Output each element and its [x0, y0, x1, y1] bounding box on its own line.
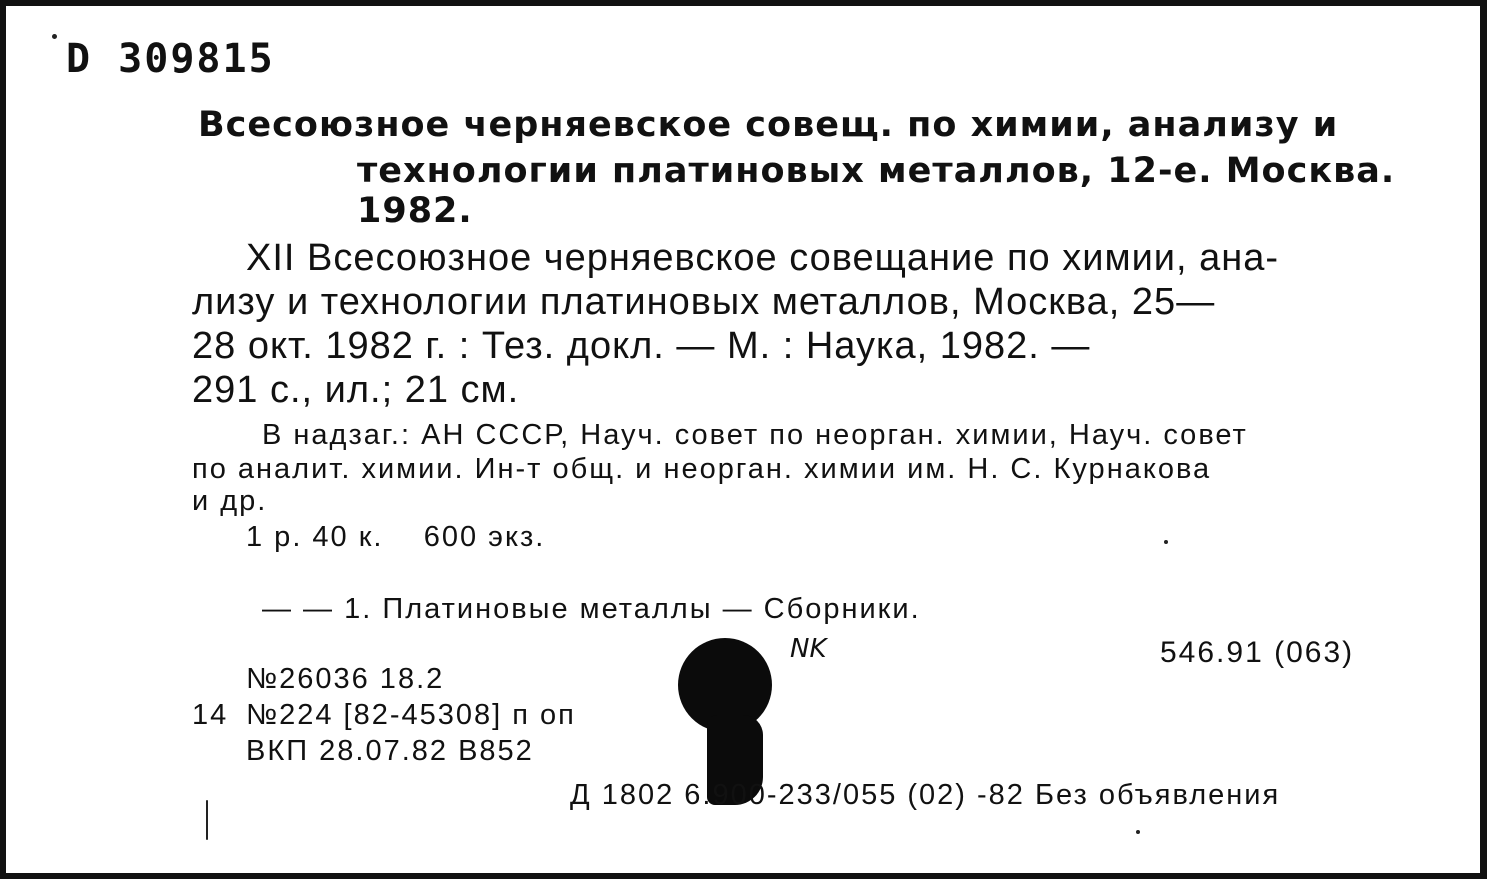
classification-code: 546.91 (063): [1160, 636, 1355, 669]
note-line-1: В надзаг.: АН СССР, Науч. совет по неорган. химии, Науч. совет: [262, 419, 1248, 451]
call-number: D 309815: [66, 36, 275, 82]
description-line-2: лизу и технологии платиновых металлов, Москва, 25—: [192, 281, 1216, 323]
dust-speck: [52, 34, 57, 39]
dust-speck: [1164, 540, 1168, 544]
registry-line-1: №26036 18.2: [246, 663, 445, 695]
heading-line-3: 1982.: [357, 191, 473, 231]
price-line: 1 р. 40 к. 600 экз.: [246, 521, 546, 553]
description-line-1: XII Всесоюзное черняевское совещание по химии, ана-: [246, 237, 1280, 279]
note-line-3: и др.: [192, 485, 268, 517]
heading-line-2: технологии платиновых металлов, 12-е. Москва.: [357, 151, 1396, 191]
dust-speck: [1136, 830, 1140, 834]
registry-line-3: ВКП 28.07.82 В852: [246, 735, 534, 767]
subject-line: — — 1. Платиновые металлы — Сборники.: [262, 593, 921, 625]
heading-line-1: Всесоюзное черняевское совещ. по химии, анализу и: [198, 105, 1339, 145]
description-line-4: 291 с., ил.; 21 см.: [192, 369, 520, 411]
description-line-3: 28 окт. 1982 г. : Тез. докл. — М. : Наука, 1982. —: [192, 325, 1091, 367]
handwritten-mark: NK: [790, 634, 827, 664]
registry-prefix: 14: [192, 699, 229, 731]
registry-line-2: №224 [82-45308] п оп: [246, 699, 576, 731]
footer-line: Д 1802 6.900-233/055 (02) -82 Без объявления: [570, 779, 1281, 811]
scratch-mark: [206, 800, 208, 840]
note-line-2: по аналит. химии. Ин-т общ. и неорган. химии им. Н. С. Курнакова: [192, 453, 1212, 485]
